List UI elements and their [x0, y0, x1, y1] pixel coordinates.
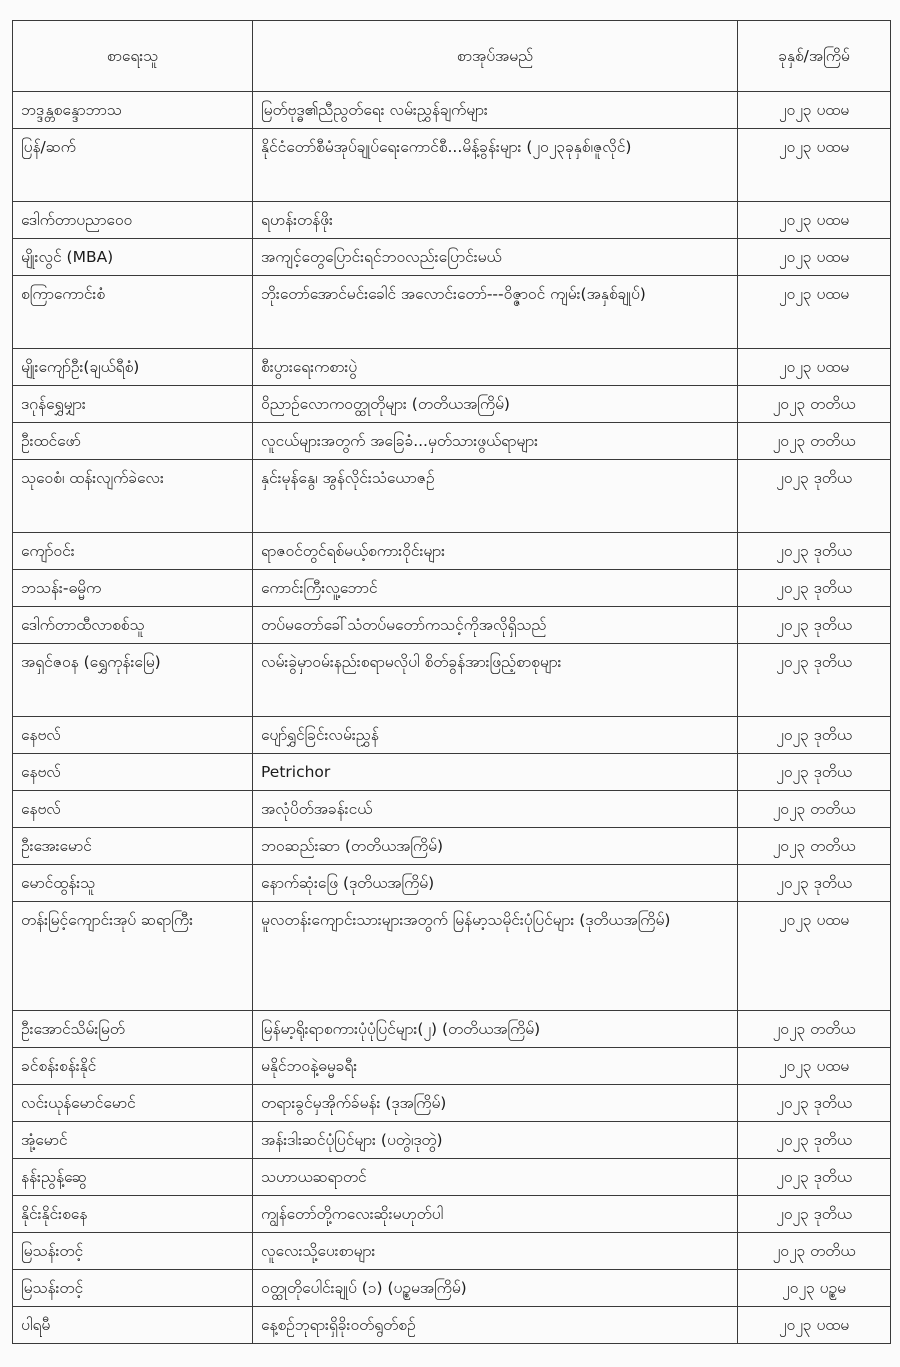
- author-cell: မျိုးကျော်ဦး(ချယ်ရီစံ): [13, 349, 253, 386]
- title-cell: လူလေးသို့ပေးစာများ: [253, 1233, 738, 1270]
- table-row: [13, 607, 891, 644]
- table-row: [13, 239, 891, 276]
- table-row: [13, 1233, 891, 1270]
- title-cell: ဝိညာဉ်လောကဝတ္ထုတိုများ (တတိယအကြိမ်): [253, 386, 738, 423]
- year-cell: ၂၀၂၃ ပထမ: [738, 92, 891, 129]
- year-cell: ၂၀၂၃ ဒုတိယ: [738, 607, 891, 644]
- table-body: [13, 92, 891, 1344]
- header-year: ခုနှစ်/အကြိမ်: [738, 21, 891, 92]
- year-cell: ၂၀၂၃ တတိယ: [738, 828, 891, 865]
- header-title: စာအုပ်အမည်: [253, 21, 738, 92]
- table-row: [13, 533, 891, 570]
- table-row: [13, 644, 891, 717]
- title-cell: အလုံပိတ်အခန်းငယ်: [253, 791, 738, 828]
- year-cell: ၂၀၂၃ ဒုတိယ: [738, 754, 891, 791]
- year-cell: ၂၀၂၃ ပထမ: [738, 129, 891, 202]
- year-cell: ၂၀၂၃ ဒုတိယ: [738, 1196, 891, 1233]
- year-cell: ၂၀၂၃ ပထမ: [738, 902, 891, 1011]
- table-row: [13, 92, 891, 129]
- title-cell: လူငယ်များအတွက် အခြေခံ...မှတ်သားဖွယ်ရာများ: [253, 423, 738, 460]
- author-cell: တန်းမြင့်ကျောင်းအုပ် ဆရာကြီး: [13, 902, 253, 1011]
- title-cell: အကျင့်တွေပြောင်းရင်ဘဝလည်းပြောင်းမယ်: [253, 239, 738, 276]
- year-cell: ၂၀၂၃ ပဥ္စမ: [738, 1270, 891, 1307]
- table-row: [13, 717, 891, 754]
- year-cell: ၂၀၂၃ ပထမ: [738, 1048, 891, 1085]
- author-cell: ဦးအောင်သိမ်းမြတ်: [13, 1011, 253, 1048]
- author-cell: ဘဒ္ဒန္တစန္ဒောဘာသ: [13, 92, 253, 129]
- year-cell: ၂၀၂၃ ဒုတိယ: [738, 570, 891, 607]
- header-row: [13, 21, 891, 92]
- year-cell: ၂၀၂၃ ပထမ: [738, 276, 891, 349]
- table-row: [13, 1048, 891, 1085]
- table-row: [13, 1085, 891, 1122]
- title-cell: နှင်းမုန်နွေ၊ အွန်လိုင်းသံယောဇဉ်: [253, 460, 738, 533]
- year-cell: ၂၀၂၃ ဒုတိယ: [738, 533, 891, 570]
- author-cell: စကြာကောင်းစံ: [13, 276, 253, 349]
- table-row: [13, 1196, 891, 1233]
- author-cell: ဦးအေးမောင်: [13, 828, 253, 865]
- table-row: [13, 349, 891, 386]
- author-cell: မောင်ထွန်းသူ: [13, 865, 253, 902]
- title-cell: သဟာယဆရာတင်: [253, 1159, 738, 1196]
- title-cell: တပ်မတော်ခေါ်သံတပ်မတော်ကသင့်ကိုအလိုရှိသည်: [253, 607, 738, 644]
- table-row: [13, 1307, 891, 1344]
- year-cell: ၂၀၂၃ ဒုတိယ: [738, 865, 891, 902]
- table-row: [13, 1011, 891, 1048]
- author-cell: အုံ့မောင်: [13, 1122, 253, 1159]
- title-cell: တရားခွင်မှအိုက်ခ်မန်း (ဒုအကြိမ်): [253, 1085, 738, 1122]
- title-cell: မနိုင်ဘဝနဲ့ဓမ္မခရီး: [253, 1048, 738, 1085]
- author-cell: နေဗလ်: [13, 791, 253, 828]
- author-cell: ပြန်/ဆက်: [13, 129, 253, 202]
- table-row: [13, 791, 891, 828]
- title-cell: နောက်ဆုံးဖြေ (ဒုတိယအကြိမ်): [253, 865, 738, 902]
- title-cell: လမ်းခွဲမှာဝမ်းနည်းစရာမလိုပါ စိတ်ခွန်အားဖြည့်စာစုများ: [253, 644, 738, 717]
- table-row: [13, 1122, 891, 1159]
- title-cell: မြတ်ဗုဒ္ဓ၏ညီညွတ်ရေး လမ်းညွှန်ချက်များ: [253, 92, 738, 129]
- author-cell: မြသန်းတင့်: [13, 1233, 253, 1270]
- title-cell: မူလတန်းကျောင်းသားများအတွက် မြန်မာ့သမိုင်းပုံပြင်များ (ဒုတိယအကြိမ်): [253, 902, 738, 1011]
- year-cell: ၂၀၂၃ ဒုတိယ: [738, 460, 891, 533]
- author-cell: ပါရမီ: [13, 1307, 253, 1344]
- year-cell: ၂၀၂၃ ဒုတိယ: [738, 1159, 891, 1196]
- table-row: [13, 902, 891, 1011]
- table-row: [13, 386, 891, 423]
- author-cell: ဒေါက်တာပညာဝေဝ: [13, 202, 253, 239]
- table-row: [13, 865, 891, 902]
- year-cell: ၂၀၂၃ ပထမ: [738, 1307, 891, 1344]
- book-list-table: [12, 20, 891, 1344]
- table-row: [13, 828, 891, 865]
- author-cell: ခင်စန်းစန်းနိုင်: [13, 1048, 253, 1085]
- title-cell: နိုင်ငံတော်စီမံအုပ်ချုပ်ရေးကောင်စီ...မိန့်ခွန်းများ (၂၀၂၃ခုနှစ်၊ဇူလိုင်): [253, 129, 738, 202]
- author-cell: နန်းညွန့်ဆွေ: [13, 1159, 253, 1196]
- table-row: [13, 129, 891, 202]
- year-cell: ၂၀၂၃ ဒုတိယ: [738, 1085, 891, 1122]
- table-row: [13, 276, 891, 349]
- table-row: [13, 570, 891, 607]
- author-cell: မြသန်းတင့်: [13, 1270, 253, 1307]
- table-row: [13, 423, 891, 460]
- author-cell: အရှင်ဇဝန (ရွှေကုန်းမြေ): [13, 644, 253, 717]
- title-cell: အန်းဒါးဆင်ပုံပြင်များ (ပတွဲ၊ဒုတွဲ): [253, 1122, 738, 1159]
- title-cell: မြန်မာ့ရိုးရာစကားပုံပုံပြင်များ(၂) (တတိယအကြိမ်): [253, 1011, 738, 1048]
- author-cell: ကျော်ဝင်း: [13, 533, 253, 570]
- title-cell: ဘဝဆည်းဆာ (တတိယအကြိမ်): [253, 828, 738, 865]
- title-cell: ဝတ္ထုတိုပေါင်းချုပ် (၁) (ပဥ္စမအကြိမ်): [253, 1270, 738, 1307]
- title-cell: ရဟန်းတန်ဖိုး: [253, 202, 738, 239]
- year-cell: ၂၀၂၃ တတိယ: [738, 791, 891, 828]
- year-cell: ၂၀၂၃ ဒုတိယ: [738, 1122, 891, 1159]
- author-cell: ဒေါက်တာထီလာစစ်သူ: [13, 607, 253, 644]
- year-cell: ၂၀၂၃ ပထမ: [738, 349, 891, 386]
- year-cell: ၂၀၂၃ ပထမ: [738, 202, 891, 239]
- title-cell: ကျွန်တော်တို့ကလေးဆိုးမဟုတ်ပါ: [253, 1196, 738, 1233]
- author-cell: ဒဂုန်ရွှေမျှား: [13, 386, 253, 423]
- author-cell: နိုင်းနိုင်းစနေ: [13, 1196, 253, 1233]
- author-cell: မျိုးလွင် (MBA): [13, 239, 253, 276]
- year-cell: ၂၀၂၃ ဒုတိယ: [738, 717, 891, 754]
- header-author: စာရေးသူ: [13, 21, 253, 92]
- year-cell: ၂၀၂၃ တတိယ: [738, 1233, 891, 1270]
- author-cell: သုဝေစံ၊ ထန်းလျက်ခဲလေး: [13, 460, 253, 533]
- table-row: [13, 754, 891, 791]
- table-row: [13, 1159, 891, 1196]
- table-row: [13, 1270, 891, 1307]
- author-cell: ဘသန်း-ဓမ္မိက: [13, 570, 253, 607]
- title-cell: နေ့စဉ်ဘုရားရှိခိုးဝတ်ရွတ်စဉ်: [253, 1307, 738, 1344]
- title-cell: ရာဇဝင်တွင်ရစ်မယ့်စကားဝိုင်းများ: [253, 533, 738, 570]
- year-cell: ၂၀၂၃ ဒုတိယ: [738, 644, 891, 717]
- year-cell: ၂၀၂၃ တတိယ: [738, 423, 891, 460]
- title-cell: ဘိုးတော်အောင်မင်းခေါင် အလောင်းတော်---ဝိဇ္ဇာဝင် ကျမ်း(အနှစ်ချုပ်): [253, 276, 738, 349]
- year-cell: ၂၀၂၃ ပထမ: [738, 239, 891, 276]
- year-cell: ၂၀၂၃ တတိယ: [738, 386, 891, 423]
- author-cell: နေဗလ်: [13, 754, 253, 791]
- title-cell: ပျော်ရွှင်ခြင်းလမ်းညွှန်: [253, 717, 738, 754]
- author-cell: လင်းယုန်မောင်မောင်: [13, 1085, 253, 1122]
- author-cell: ဦးထင်ဖော်: [13, 423, 253, 460]
- title-cell: Petrichor: [253, 754, 738, 791]
- author-cell: နေဗလ်: [13, 717, 253, 754]
- table-row: [13, 202, 891, 239]
- title-cell: စီးပွားရေးကစားပွဲ: [253, 349, 738, 386]
- table-row: [13, 460, 891, 533]
- year-cell: ၂၀၂၃ တတိယ: [738, 1011, 891, 1048]
- title-cell: ကောင်းကြီးလူ့ဘောင်: [253, 570, 738, 607]
